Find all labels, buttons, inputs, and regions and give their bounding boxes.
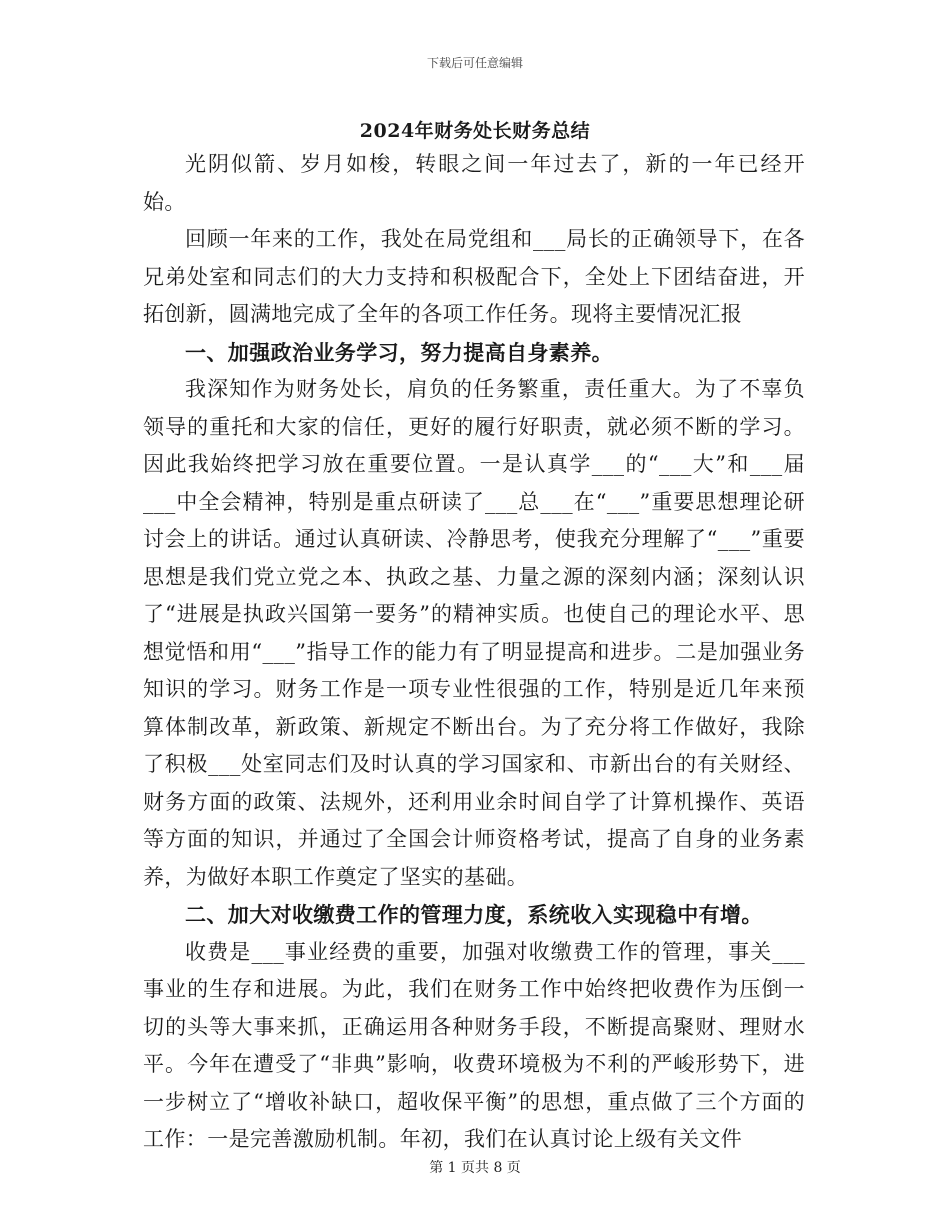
paragraph: 光阴似箭、岁月如梭，转眼之间一年过去了，新的一年已经开始。	[143, 152, 805, 214]
page-header-note: 下载后可任意编辑	[426, 56, 523, 70]
section-heading: 二、加大对收缴费工作的管理力度，系统收入实现稳中有增。	[185, 902, 763, 927]
paragraph: 我深知作为财务处长，肩负的任务繁重，责任重大。为了不辜负领导的重托和大家的信任，更好的履行好职责，就必须不断的学习。因此我始终把学习放在重要位置。一是认真学___的“___大”和___届___中全会精神，特别是重点研读了___总___在“___”重要思想理论研讨会上的讲话。通过认真研读、冷静思考，使我充分理解了“___”重要思想是我们党立党之本、执政之基、力量之源的深刻内涵；深刻认识了“进展是执政兴国第一要务”的精神实质。也使自己的理论水平、思想觉悟和用“___”指导工作的能力有了明显提高和进步。二是加强业务知识的学习。财务工作是一项专业性很强的工作，特别是近几年来预算体制改革，新政策、新规定不断出台。为了充分将工作做好，我除了积极___处室同志们及时认真的学习国家和、市新出台的有关财经、财务方面的政策、法规外，还利用业余时间自学了计算机操作、英语等方面的知识，并通过了全国会计师资格考试，提高了自身的业务素养，为做好本职工作奠定了坚实的基础。	[143, 377, 805, 889]
paragraph: 收费是___事业经费的重要，加强对收缴费工作的管理，事关___事业的生存和进展。为此，我们在财务工作中始终把收费作为压倒一切的头等大事来抓，正确运用各种财务手段，不断提高聚财、理财水平。今年在遭受了“非典”影响，收费环境极为不利的严峻形势下，进一步树立了“增收补缺口，超收保平衡”的思想，重点做了三个方面的工作：一是完善激励机制。年初，我们在认真讨论上级有关文件	[143, 939, 805, 1151]
document-title: 2024年财务处长财务总结	[359, 120, 591, 142]
section-heading: 一、加强政治业务学习，努力提高自身素养。	[185, 339, 613, 365]
paragraph: 回顾一年来的工作，我处在局党组和___局长的正确领导下，在各兄弟处室和同志们的大力支持和积极配合下，全处上下团结奋进，开拓创新，圆满地完成了全年的各项工作任务。现将主要情况汇报	[143, 227, 805, 326]
page-number: 第 1 页共 8 页	[429, 1160, 521, 1176]
document-body	[143, 146, 805, 1159]
